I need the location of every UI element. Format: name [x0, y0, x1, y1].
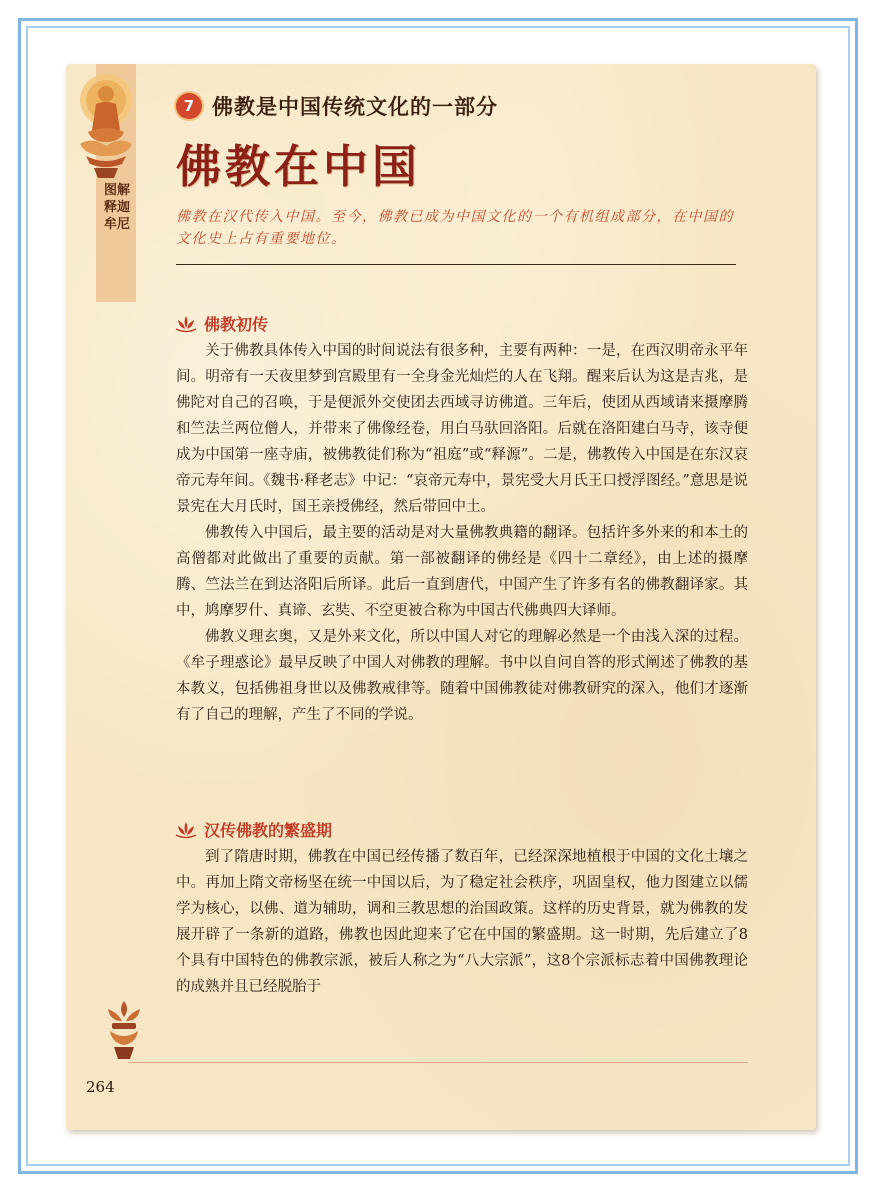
paragraph: 佛教传入中国后，最主要的活动是对大量佛教典籍的翻译。包括许多外来的和本土的高僧都对此做出了重要的贡献。第一部被翻译的佛经是《四十二章经》，由上述的摄摩腾、竺法兰在到达洛阳后所译。此后一直到唐代，中国产生了许多有名的佛教翻译家。其中，鸠摩罗什、真谛、玄奘、不空更被合称为中国古代佛典四大译师。	[176, 525, 748, 619]
paragraph: 到了隋唐时期，佛教在中国已经传播了数百年，已经深深地植根于中国的文化土壤之中。再加上隋文帝杨坚在统一中国以后，为了稳定社会秩序，巩固皇权，他力图建立以儒学为核心，以佛、道为辅助，调和三教思想的治国政策。这样的历史背景，就为佛教的发展开辟了一条新的道路，佛教也因此迎来了它在中国的繁盛期。这一时期，先后建立了8个具有中国特色的佛教宗派，被后人称之为“八大宗派”，这8个宗派标志着中国佛教理论的成熟并且已经脱胎于	[176, 849, 748, 995]
footer-divider	[128, 1062, 748, 1063]
book-page	[66, 64, 816, 1130]
section-heading-1	[174, 312, 268, 335]
divider	[176, 264, 736, 265]
section-heading-label: 佛教初传	[204, 315, 269, 334]
lotus-icon	[174, 821, 198, 839]
lotus-ornament-icon	[102, 999, 146, 1061]
intro-text: 佛教在汉代传入中国。至今，佛教已成为中国文化的一个有机组成部分，在中国的文化史上占有重要地位。	[176, 209, 734, 247]
page-number: 264	[86, 1078, 115, 1096]
chapter-title: 佛教是中国传统文化的一部分	[212, 95, 498, 119]
lotus-icon	[174, 315, 198, 333]
chapter-number-badge: 7	[176, 93, 202, 119]
sidebar-title: 图解释迦牟尼	[104, 183, 131, 232]
section-body-1	[176, 338, 748, 728]
section-body-2	[176, 844, 748, 1000]
paragraph: 佛教义理玄奥，又是外来文化，所以中国人对它的理解必然是一个由浅入深的过程。《牟子理惑论》最早反映了中国人对佛教的理解。书中以自问自答的形式阐述了佛教的基本教义，包括佛祖身世以及佛教戒律等。随着中国佛教徒对佛教研究的深入，他们才逐渐有了自己的理解，产生了不同的学说。	[176, 629, 748, 723]
chapter-header	[176, 90, 498, 122]
buddha-icon	[70, 70, 142, 180]
paragraph: 关于佛教具体传入中国的时间说法有很多种，主要有两种：一是，在西汉明帝永平年间。明帝有一天夜里梦到宫殿里有一全身金光灿烂的人在飞翔。醒来后认为这是吉兆，是佛陀对自己的召唤，于是便派外交使团去西域寻访佛道。三年后，使团从西域请来摄摩腾和竺法兰两位僧人，并带来了佛像经卷，用白马驮回洛阳。后就在洛阳建白马寺，该寺便成为中国第一座寺庙，被佛教徒们称为“祖庭”或“释源”。二是，佛教传入中国是在东汉哀帝元寿年间。《魏书·释老志》中记：“哀帝元寿中，景宪受大月氏王口授浮图经。”意思是说景宪在大月氏时，国王亲授佛经，然后带回中土。	[176, 343, 748, 515]
page-title: 佛教在中国	[176, 140, 422, 193]
section-heading-2	[174, 818, 332, 841]
section-heading-label: 汉传佛教的繁盛期	[204, 821, 333, 840]
